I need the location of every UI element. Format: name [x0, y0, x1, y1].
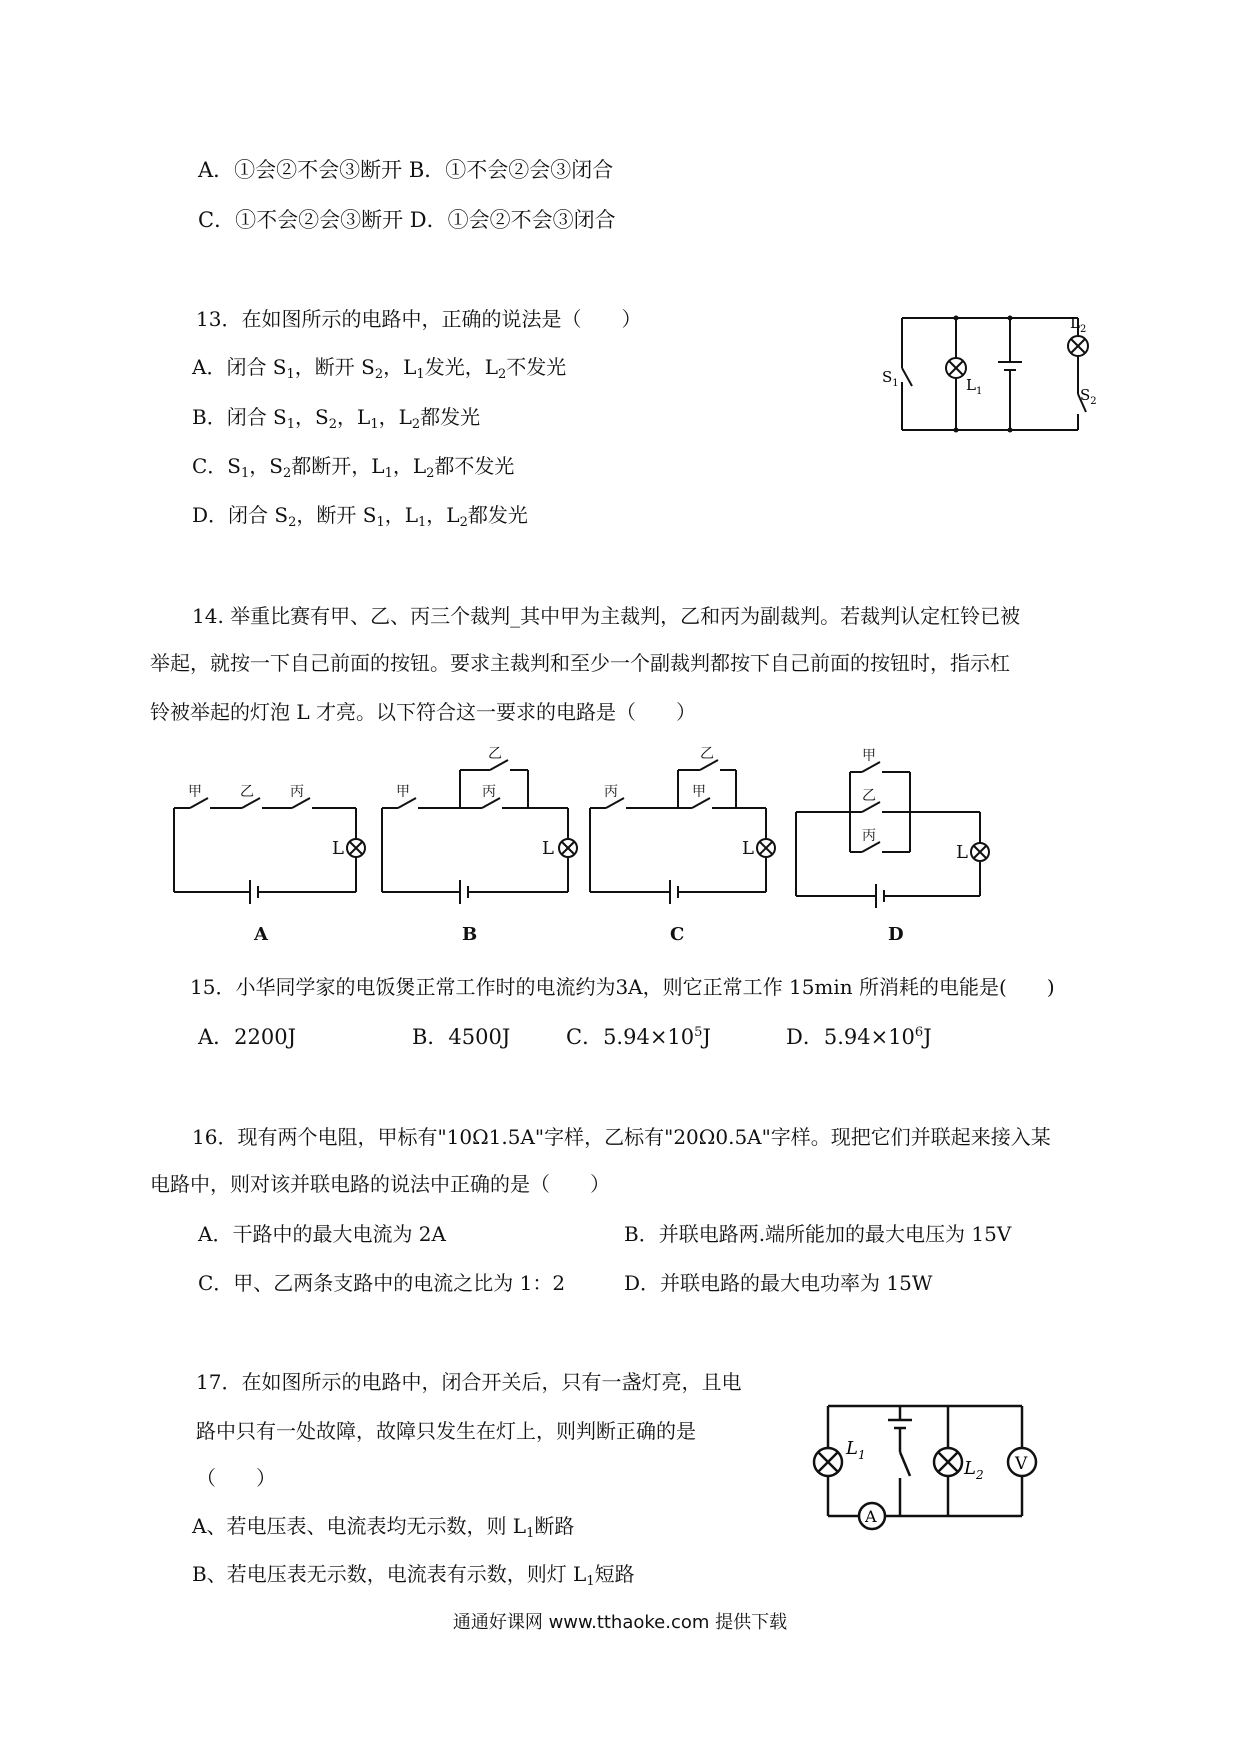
q14-c-lamp-label: L [742, 838, 754, 859]
q14-a-bing-label: 丙 [290, 784, 304, 800]
q12-options-ab: A．①会②不会③断开 B．①不会②会③闭合 [198, 158, 614, 182]
q14-d-yi-label: 乙 [862, 788, 876, 804]
q13-stem: 13．在如图所示的电路中，正确的说法是（ ） [196, 307, 642, 331]
q14-b-lamp-label: L [542, 838, 554, 859]
q15-option-d: D．$5.94\times 10^6J$ [786, 1025, 932, 1049]
q14-d-jia-label: 甲 [862, 748, 876, 764]
q14-label-b: B [462, 924, 478, 945]
q14-c-yi-label: 乙 [700, 746, 714, 762]
q15-stem: 15．小华同学家的电饭煲正常工作时的电流约为3A，则它正常工作 15min 所消耗的电能是( ) [190, 975, 1055, 999]
q14-b-bing-label: 丙 [482, 784, 496, 800]
page-footer: 通通好课网 www.tthaoke.com 提供下载 [452, 1612, 788, 1633]
q16-option-a: A．干路中的最大电流为 2A [198, 1222, 446, 1246]
q14-label-d: D [888, 924, 904, 945]
q14-b-yi-label: 乙 [488, 746, 502, 762]
q13-option-d: D．闭合 $S_2$，断开 $S_1$，$L_1$，$L_2$都发光 [192, 503, 528, 530]
q14-d-lamp-label: L [956, 842, 968, 863]
q17-l1-label: $L_1$ [846, 1438, 866, 1462]
q14-b-jia-label: 甲 [396, 784, 410, 800]
q13-s1-label: $S_1$ [882, 368, 899, 389]
q13-option-c: C．$S_1$，$S_2$都断开，$L_1$，$L_2$都不发光 [192, 454, 515, 481]
q16-option-c: C．甲、乙两条支路中的电流之比为 1：2 [198, 1271, 566, 1295]
q17-line-1: 17．在如图所示的电路中，闭合开关后，只有一盏灯亮，且电 [196, 1370, 742, 1394]
q17-l2-label: $L_2$ [964, 1458, 984, 1482]
q17-option-b: B、若电压表无示数，电流表有示数，则灯 $L_1$短路 [192, 1562, 635, 1589]
q13-circuit-figure [880, 310, 1100, 440]
q17-line-3: （ ） [196, 1466, 276, 1490]
q14-label-c: C [670, 924, 685, 945]
q14-d-bing-label: 丙 [862, 828, 876, 844]
q14-c-bing-label: 丙 [604, 784, 618, 800]
q17-line-2: 路中只有一处故障，故障只发生在灯上，则判断正确的是 [196, 1419, 696, 1443]
q12-options-cd: C．①不会②会③断开 D．①会②不会③闭合 [198, 208, 616, 232]
q15-option-c: C．$5.94\times 10^5J$ [566, 1025, 711, 1049]
q15-option-a: A．2200J [198, 1025, 297, 1049]
q14-a-jia-label: 甲 [188, 784, 202, 800]
q14-line-2: 举起，就按一下自己前面的按钮。要求主裁判和至少一个副裁判都按下自己前面的按钮时，指示杠 [150, 651, 1010, 675]
q16-line-2: 电路中，则对该并联电路的说法中正确的是（ ） [150, 1172, 610, 1196]
q13-l2-label: $L_2$ [1070, 314, 1087, 335]
q16-option-d: D．并联电路的最大电功率为 15W [624, 1271, 933, 1295]
q14-c-jia-label: 甲 [692, 784, 706, 800]
q13-option-a: A．闭合 $S_1$，断开 $S_2$，$L_1$发光，$L_2$不发光 [192, 355, 567, 382]
q14-a-yi-label: 乙 [240, 784, 254, 800]
q14-line-1: 14. 举重比赛有甲、乙、丙三个裁判_其中甲为主裁判，乙和丙为副裁判。若裁判认定杠铃已被 [192, 604, 1021, 628]
q14-label-a: A [254, 924, 268, 945]
q17-ammeter-label: A [865, 1507, 877, 1526]
q14-a-lamp-label: L [332, 838, 344, 859]
q17-circuit-figure [810, 1392, 1040, 1532]
q13-s2-label: $S_2$ [1080, 386, 1097, 407]
q17-voltmeter-label: V [1015, 1454, 1028, 1474]
q17-option-a: A、若电压表、电流表均无示数，则 $L_1$断路 [192, 1514, 575, 1541]
q16-option-b: B．并联电路两.端所能加的最大电压为 15V [624, 1222, 1012, 1246]
q13-option-b: B．闭合 $S_1$，$S_2$，$L_1$，$L_2$都发光 [192, 405, 481, 432]
q14-line-3: 铃被举起的灯泡 L 才亮。以下符合这一要求的电路是（ ） [150, 700, 696, 724]
q14-circuit-figures [150, 740, 1010, 950]
q15-option-b: B．4500J [412, 1025, 511, 1049]
q13-l1-label: $L_1$ [966, 376, 983, 397]
q16-line-1: 16．现有两个电阻，甲标有"10Ω1.5A"字样，乙标有"20Ω0.5A"字样。现把它们并联起来接入某 [192, 1125, 1051, 1149]
